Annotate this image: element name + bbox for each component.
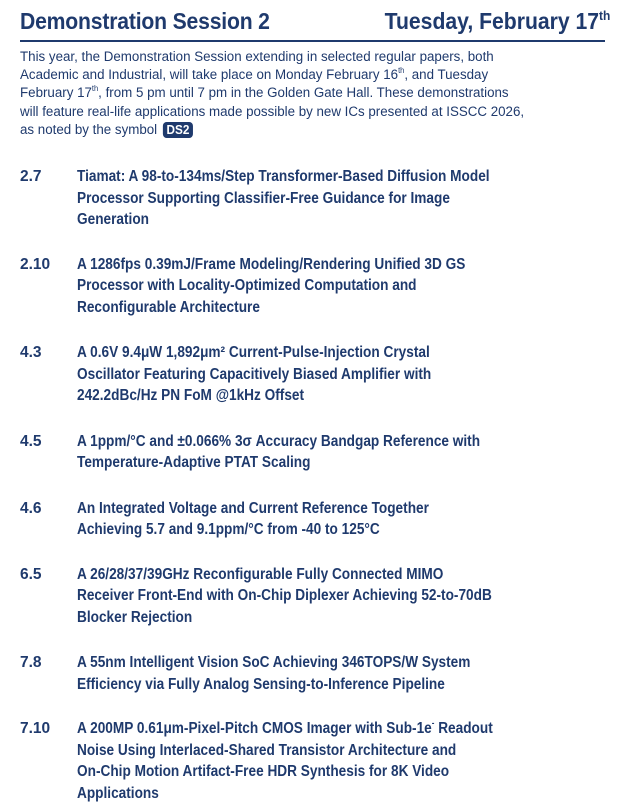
session-date-suffix: th	[599, 8, 610, 23]
session-date-text: Tuesday, February 17	[384, 8, 598, 34]
paper-title-line: A 1286fps 0.39mJ/Frame Modeling/Rendering Unified 3D GS	[77, 254, 546, 276]
paper-number: 4.6	[20, 498, 75, 520]
paper-entry	[20, 652, 610, 695]
paper-title	[77, 166, 610, 231]
paper-title	[77, 342, 610, 407]
header-divider	[20, 40, 605, 42]
paper-title-line: Efficiency via Fully Analog Sensing-to-Inference Pipeline	[77, 674, 546, 696]
paper-title-line: Oscillator Featuring Capacitively Biased Amplifier with	[77, 364, 546, 386]
session-title: Demonstration Session 2	[20, 8, 270, 35]
paper-title-line: A 55nm Intelligent Vision SoC Achieving 346TOPS/W System	[77, 652, 546, 674]
paper-title-line: On-Chip Motion Artifact-Free HDR Synthesis for 8K Video	[77, 761, 546, 783]
paper-title-line: Reconfigurable Architecture	[77, 297, 546, 319]
intro-paragraph	[20, 48, 605, 139]
intro-line-3-a: February 17	[20, 85, 92, 101]
intro-line-4: will feature real-life applications made possible by new ICs presented at ISSCC 2026,	[20, 103, 570, 121]
session-header	[20, 8, 610, 44]
paper-title-line: A 26/28/37/39GHz Reconfigurable Fully Connected MIMO	[77, 564, 546, 586]
paper-entry	[20, 718, 610, 804]
paper-number: 7.10	[20, 718, 75, 740]
paper-number: 2.7	[20, 166, 75, 188]
intro-line-2-b: , and Tuesday	[404, 67, 488, 83]
paper-title-line: Temperature-Adaptive PTAT Scaling	[77, 452, 546, 474]
paper-entry	[20, 431, 610, 474]
intro-line-2-sup: th	[398, 66, 404, 75]
paper-title-line: Noise Using Interlaced-Shared Transistor Architecture and	[77, 740, 546, 762]
intro-line-3-b: , from 5 pm until 7 pm in the Golden Gate Hall. These demonstrations	[98, 85, 508, 101]
paper-number: 7.8	[20, 652, 75, 674]
paper-number: 2.10	[20, 254, 75, 276]
paper-entry	[20, 342, 610, 407]
paper-title-line: Processor Supporting Classifier-Free Guidance for Image	[77, 188, 546, 210]
paper-title-line-tail: Readout	[434, 720, 492, 737]
paper-title-line: Processor with Locality-Optimized Computation and	[77, 275, 546, 297]
paper-title-line: 242.2dBc/Hz PN FoM @1kHz Offset	[77, 385, 546, 407]
paper-entry	[20, 254, 610, 319]
paper-title-line: Tiamat: A 98-to-134ms/Step Transformer-Based Diffusion Model	[77, 166, 546, 188]
paper-title-line-text: A 200MP 0.61μm-Pixel-Pitch CMOS Imager with Sub-1e	[77, 720, 432, 737]
intro-line-5	[20, 121, 570, 139]
session-date	[384, 8, 610, 35]
paper-title	[77, 498, 610, 541]
paper-title-line: An Integrated Voltage and Current Reference Together	[77, 498, 546, 520]
paper-title-line	[77, 718, 546, 740]
intro-line-2-a: Academic and Industrial, will take place on Monday February 16	[20, 67, 398, 83]
paper-entry	[20, 166, 610, 231]
paper-title-line: Applications	[77, 783, 546, 804]
paper-title-line: A 1ppm/°C and ±0.066% 3σ Accuracy Bandgap Reference with	[77, 431, 546, 453]
paper-list	[20, 166, 610, 804]
intro-line-5-text: as noted by the symbol	[20, 122, 157, 138]
paper-number: 4.3	[20, 342, 75, 364]
paper-title-line: Generation	[77, 209, 546, 231]
paper-title	[77, 254, 610, 319]
paper-title-line: A 0.6V 9.4μW 1,892μm² Current-Pulse-Injection Crystal	[77, 342, 546, 364]
paper-number: 4.5	[20, 431, 75, 453]
paper-title-line: Receiver Front-End with On-Chip Diplexer Achieving 52-to-70dB	[77, 585, 546, 607]
paper-entry	[20, 498, 610, 541]
paper-title-line: Blocker Rejection	[77, 607, 546, 629]
paper-title	[77, 431, 610, 474]
paper-title-line: Achieving 5.7 and 9.1ppm/°C from -40 to 125°C	[77, 519, 546, 541]
intro-line-1: This year, the Demonstration Session extending in selected regular papers, both	[20, 48, 570, 66]
paper-title	[77, 718, 610, 804]
ds2-badge: DS2	[163, 122, 193, 138]
paper-title-superscript: -	[432, 718, 435, 728]
paper-title	[77, 652, 610, 695]
paper-title	[77, 564, 610, 629]
intro-line-3-sup: th	[92, 84, 98, 93]
intro-line-2	[20, 66, 570, 84]
intro-line-3	[20, 84, 570, 102]
paper-entry	[20, 564, 610, 629]
paper-number: 6.5	[20, 564, 75, 586]
